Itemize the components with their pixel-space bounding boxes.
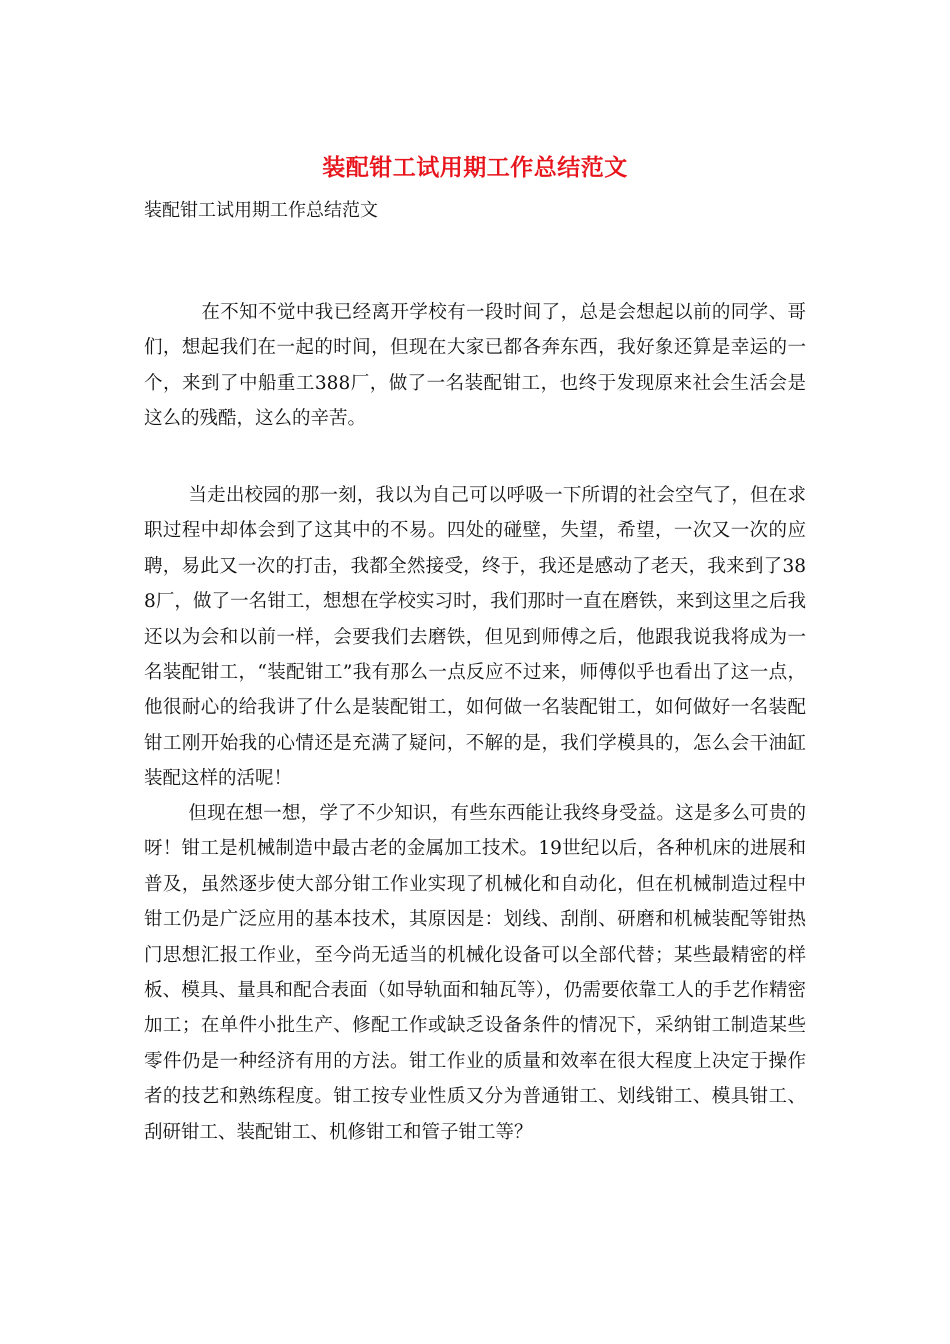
paragraph-1: 在不知不觉中我已经离开学校有一段时间了，总是会想起以前的同学、哥们，想起我们在一起的时间，但现在大家已都各奔东西，我好象还算是幸运的一个，来到了中船重工388厂，做了一名装配钳工，也终于发现原来社会生活会是这么的残酷，这么的辛苦。 [144,302,806,430]
document-title: 装配钳工试用期工作总结范文 [322,154,628,181]
document-subtitle: 装配钳工试用期工作总结范文 [144,200,378,221]
paragraph-3: 但现在想一想，学了不少知识，有些东西能让我终身受益。这是多么可贵的呀！钳工是机械制造中最古老的金属加工技术。19世纪以后，各种机床的进展和普及，虽然逐步使大部分钳工作业实现了机械化和自动化，但在机械制造过程中钳工仍是广泛应用的基本技术，其原因是：划线、刮削、研磨和机械装配等钳热门思想汇报工作业，至今尚无适当的机械化设备可以全部代替；某些最精密的样板、模具、量具和配合表面（如导轨面和轴瓦等），仍需要依靠工人的手艺作精密加工；在单件小批生产、修配工作或缺乏设备条件的情况下，采纳钳工制造某些零件仍是一种经济有用的方法。钳工作业的质量和效率在很大程度上决定于操作者的技艺和熟练程度。钳工按专业性质又分为普通钳工、划线钳工、模具钳工、刮研钳工、装配钳工、机修钳工和管子钳工等？ [144,803,806,1143]
paragraph-2: 当走出校园的那一刻，我以为自己可以呼吸一下所谓的社会空气了，但在求职过程中却体会到了这其中的不易。四处的碰壁，失望，希望，一次又一次的应聘，易此又一次的打击，我都全然接受，终于，我还是感动了老天，我来到了388厂，做了一名钳工，想想在学校实习时，我们那时一直在磨铁，来到这里之后我还以为会和以前一样，会要我们去磨铁，但见到师傅之后，他跟我说我将成为一名装配钳工，“装配钳工”我有那么一点反应不过来，师傅似乎也看出了这一点，他很耐心的给我讲了什么是装配钳工，如何做一名装配钳工，如何做好一名装配钳工刚开始我的心情还是充满了疑问，不解的是，我们学模具的，怎么会干油缸装配这样的活呢！ [144,485,806,790]
